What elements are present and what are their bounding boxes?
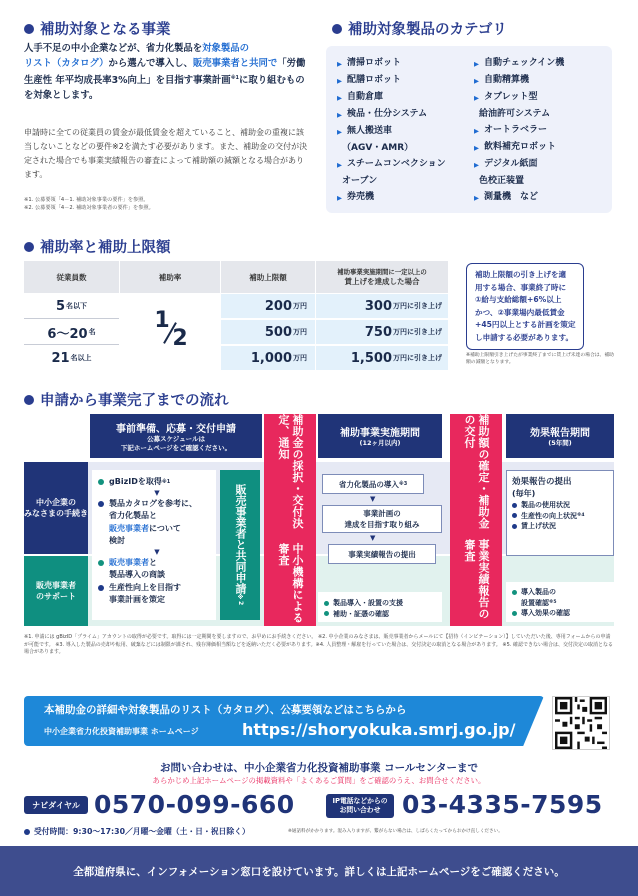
triangle-bullet-icon: ▶ bbox=[337, 60, 342, 68]
category-label: オートラベラー bbox=[484, 125, 548, 135]
category-item bbox=[474, 122, 614, 139]
category-item bbox=[474, 173, 614, 189]
ip-phone-label: IP電話などからの お問い合わせ bbox=[326, 794, 394, 818]
steps-list: gBizIDを取得 ※1 ▼ 製品カタログを参考に、 省力化製品と 販売事業者 について 検討 ▼ 販売事業者 と 製品導入の商談 生産性向上を目指す 事業計画を策定 bbox=[98, 476, 216, 607]
banner-line: 本補助金の詳細や対象製品のリスト（カタログ）、公募要領などはこちらから bbox=[44, 704, 407, 716]
subsidy-target-heading: 補助対象となる事業 bbox=[24, 18, 171, 39]
category-item bbox=[474, 156, 614, 173]
employee-cell bbox=[24, 320, 119, 344]
category-item bbox=[474, 55, 614, 72]
impl-support-list: 製品導入・設置の支援 補助・証憑の確認 bbox=[324, 598, 403, 619]
category-item bbox=[337, 173, 477, 189]
th-raise: 補助事業実施期間に一定以上の 賃上げを達成した場合 bbox=[316, 261, 448, 293]
emp-value: 6〜20 bbox=[47, 326, 88, 342]
raise-value: 750 bbox=[364, 324, 392, 340]
category-item bbox=[474, 106, 614, 122]
triangle-bullet-icon: ▶ bbox=[337, 161, 342, 169]
cap-cell bbox=[221, 294, 315, 318]
rate-table bbox=[24, 261, 448, 369]
category-item bbox=[474, 189, 614, 206]
raise-value: 300 bbox=[364, 298, 392, 314]
flow-footnote: ※1. 申請には gBizID「プライム」アカウントの取得が必要です。取得には一定期間を要しますので、お早めにお手続きください。 ※2. 中小企業のみなさまは、販売事業者からメールにて【招待（インビテーション）】していただいた後、専用フォームからの申請が可能です。 ※3. 導入した製品の売却や転用、破棄などには制限が課され、残存簿価相当額などを返納いただく必要があります。※4. 人員整理・解雇を行っていた場合は、交付決定の取消となる場合があります。 ※5. 確認できない場合は、交付決定の取消となる場合があります。 bbox=[24, 634, 613, 655]
category-label: 測量機 など bbox=[484, 192, 539, 202]
category-label: 自動精算機 bbox=[484, 75, 530, 85]
category-label: 無人搬送車 bbox=[347, 126, 393, 136]
employee-cell bbox=[24, 294, 119, 318]
category-item bbox=[337, 189, 477, 206]
footnote-2: ※2. 公募要領「4－2. 補助対象事業者の要件」を参照。 bbox=[24, 205, 154, 211]
category-label: 清掃ロボット bbox=[347, 58, 402, 68]
triangle-bullet-icon: ▶ bbox=[474, 127, 479, 135]
emp-unit: 名以上 bbox=[70, 354, 92, 362]
navi-dial-number[interactable]: 0570-099-660 bbox=[94, 790, 295, 819]
joint-application: 販売事業者と共同申請 ※2 bbox=[220, 470, 260, 620]
footnote-1: ※1. 公募要領「4－1. 補助対象事業の要件」を参照。 bbox=[24, 197, 149, 203]
triangle-bullet-icon: ▶ bbox=[474, 144, 479, 152]
callout-line: かつ、②事業場内最低賃金 bbox=[475, 307, 565, 317]
category-label: デジタル紙面 bbox=[484, 159, 538, 169]
row-label-vendor: 販売事業者 のサポート bbox=[24, 556, 88, 626]
category-item bbox=[337, 156, 477, 173]
categories-col-1 bbox=[337, 55, 477, 206]
footer-bar: 全都道府県に、インフォメーション窓口を設けています。詳しくは上記ホームページをご確認ください。 bbox=[0, 846, 638, 896]
emp-value: 21 bbox=[51, 350, 70, 366]
category-item bbox=[474, 139, 614, 156]
raise-unit: 万円に引き上げ bbox=[393, 354, 442, 362]
category-label: 飲料補充ロボット bbox=[484, 142, 557, 152]
cap-cell bbox=[221, 346, 315, 370]
flow-heading: 申請から事業完了までの流れ bbox=[24, 389, 229, 410]
emp-unit: 名 bbox=[88, 328, 96, 336]
category-label: オーブン bbox=[342, 176, 378, 186]
raise-cell bbox=[316, 294, 448, 318]
row-divider bbox=[24, 344, 119, 345]
cap-value: 1,000 bbox=[250, 350, 292, 366]
row-label-sme: 中小企業の みなさまの手続き bbox=[24, 462, 88, 554]
subsidy-target-body: 申請時に全ての従業員の賃金が最低賃金を超えていること、補助金の重複に該当しないことなどの要件※2を満たす必要があります。また、補助金の交付が決定された場合でも事業実績報告の審査によって補助額の減額となる場合があります。 bbox=[24, 128, 308, 179]
raise-cell bbox=[316, 346, 448, 370]
emp-value: 5 bbox=[55, 298, 66, 314]
arrow-down-icon: ▼ bbox=[370, 495, 376, 503]
categories-heading: 補助対象製品のカテゴリ bbox=[332, 18, 507, 39]
triangle-bullet-icon: ▶ bbox=[474, 194, 479, 202]
triangle-bullet-icon: ▶ bbox=[474, 161, 479, 169]
category-label: 色校正装置 bbox=[479, 176, 525, 186]
raise-value: 1,500 bbox=[350, 350, 392, 366]
category-item bbox=[474, 89, 614, 106]
impl-step-install: 省力化製品の導入 ※3 bbox=[322, 474, 424, 494]
callout-note: ※補助上限額引き上げたが事業終了までに賃上げ未達の場合は、補助額の減額となります。 bbox=[466, 353, 614, 365]
cap-unit: 万円 bbox=[293, 354, 307, 362]
category-item bbox=[337, 106, 477, 123]
raise-cell bbox=[316, 320, 448, 344]
triangle-bullet-icon: ▶ bbox=[337, 111, 342, 119]
category-label: 券売機 bbox=[347, 192, 375, 202]
triangle-bullet-icon: ▶ bbox=[474, 77, 479, 85]
hours-note: ※通話料がかかります。混み入りますが、繋がらない場合は、しばらくたってからおかけ直しください。 bbox=[288, 829, 503, 834]
category-label: 検品・仕分システム bbox=[347, 109, 428, 119]
cap-value: 500 bbox=[264, 324, 292, 340]
contact-title: お問い合わせは、中小企業省力化投資補助事業 コールセンターまで bbox=[159, 762, 479, 774]
callout-line: ①給与支給総額+6%以上 bbox=[475, 295, 562, 304]
callout-line: し申請する必要があります。 bbox=[475, 332, 574, 342]
category-item bbox=[337, 123, 477, 140]
callout-line: 用する場合、事業終了時に bbox=[475, 282, 567, 292]
employee-cell bbox=[24, 346, 119, 370]
impl-step-report: 事業実績報告の提出 bbox=[328, 544, 436, 564]
triangle-bullet-icon: ▶ bbox=[337, 128, 342, 136]
rate-heading: 補助率と補助上限額 bbox=[24, 236, 171, 257]
cap-value: 200 bbox=[264, 298, 292, 314]
raise-unit: 万円に引き上げ bbox=[393, 302, 442, 310]
category-label: タブレット型 bbox=[484, 92, 538, 102]
ip-phone-number[interactable]: 03-4335-7595 bbox=[402, 790, 603, 819]
callout-line: 補助上限額の引き上げを適 bbox=[475, 270, 567, 279]
raise-callout bbox=[466, 263, 584, 350]
impl-step-plan: 事業計画の 達成を目指す取り組み bbox=[322, 505, 442, 533]
category-label: 自動チェックイン機 bbox=[484, 58, 565, 68]
report-review-confirm: 補助額の確定・補助金の交付 事業実績報告の審査 bbox=[450, 414, 502, 626]
th-cap: 補助上限額 bbox=[221, 261, 315, 293]
contact-sub: あらかじめ上記ホームページの掲載資料や「よくあるご質問」をご確認のうえ、お問合せください。 bbox=[152, 776, 486, 785]
banner-site: 中小企業省力化投資補助事業 ホームページ bbox=[44, 727, 199, 736]
category-item bbox=[337, 55, 477, 72]
phase-prep: 事前準備、応募・交付申請 公募スケジュールは 下記ホームページをご確認ください。 bbox=[90, 414, 262, 458]
subsidy-target-lead: 人手不足の中小企業などが、省力化製品を対象製品の リスト（カタログ）から選んで導入し、販売事業者と共同で「労働生産性 年平均成長率3%向上」を目指す事業計画$^{※1}$に取り組むものを対象とします。 bbox=[24, 43, 306, 102]
review-decision: 補助金の採択・交付決定、通知 中小機構による審査 bbox=[264, 414, 316, 626]
hours: 受付時間：9:30〜17:30／月曜〜金曜（土・日・祝日除く） bbox=[24, 826, 250, 837]
cap-unit: 万円 bbox=[293, 302, 307, 310]
category-label: スチームコンベクション bbox=[347, 159, 446, 169]
cap-cell bbox=[221, 320, 315, 344]
triangle-bullet-icon: ▶ bbox=[337, 194, 342, 202]
emp-unit: 名以下 bbox=[66, 302, 88, 310]
phase-implementation: 補助事業実施期間 (12ヶ月以内) bbox=[318, 414, 442, 458]
category-item bbox=[474, 72, 614, 89]
qr-code-icon[interactable] bbox=[552, 696, 610, 750]
th-employees: 従業員数 bbox=[24, 261, 119, 293]
triangle-bullet-icon: ▶ bbox=[337, 77, 342, 85]
category-label: 給油許可システム bbox=[479, 109, 551, 119]
navi-dial-label: ナビダイヤル bbox=[24, 796, 88, 814]
arrow-down-icon: ▼ bbox=[370, 534, 376, 542]
category-label: 配膳ロボット bbox=[347, 75, 402, 85]
row-divider bbox=[24, 318, 119, 319]
effect-report-content: 効果報告の提出 (毎年) 製品の使用状況 生産性の向上状況 ※4 賃上げ状況 bbox=[512, 477, 585, 530]
effect-support-list: 導入製品の 設置確認 ※5 導入効果の確認 bbox=[512, 587, 570, 619]
triangle-bullet-icon: ▶ bbox=[337, 94, 342, 102]
callout-line: +45円以上とする計画を策定 bbox=[475, 320, 576, 329]
categories-col-2 bbox=[474, 55, 614, 206]
raise-unit: 万円に引き上げ bbox=[393, 328, 442, 336]
triangle-bullet-icon: ▶ bbox=[474, 60, 479, 68]
category-label: 自動倉庫 bbox=[347, 92, 384, 102]
category-item bbox=[337, 140, 477, 156]
phase-effect-report: 効果報告期間 (5年間) bbox=[506, 414, 614, 458]
triangle-bullet-icon: ▶ bbox=[474, 94, 479, 102]
cap-unit: 万円 bbox=[293, 328, 307, 336]
category-label: （AGV・AMR） bbox=[342, 143, 414, 153]
homepage-link[interactable]: https://shoryokuka.smrj.go.jp/ bbox=[242, 720, 516, 739]
ratio-cell: 1 2 bbox=[154, 307, 188, 351]
category-item bbox=[337, 89, 477, 106]
category-item bbox=[337, 72, 477, 89]
th-rate: 補助率 bbox=[120, 261, 220, 293]
